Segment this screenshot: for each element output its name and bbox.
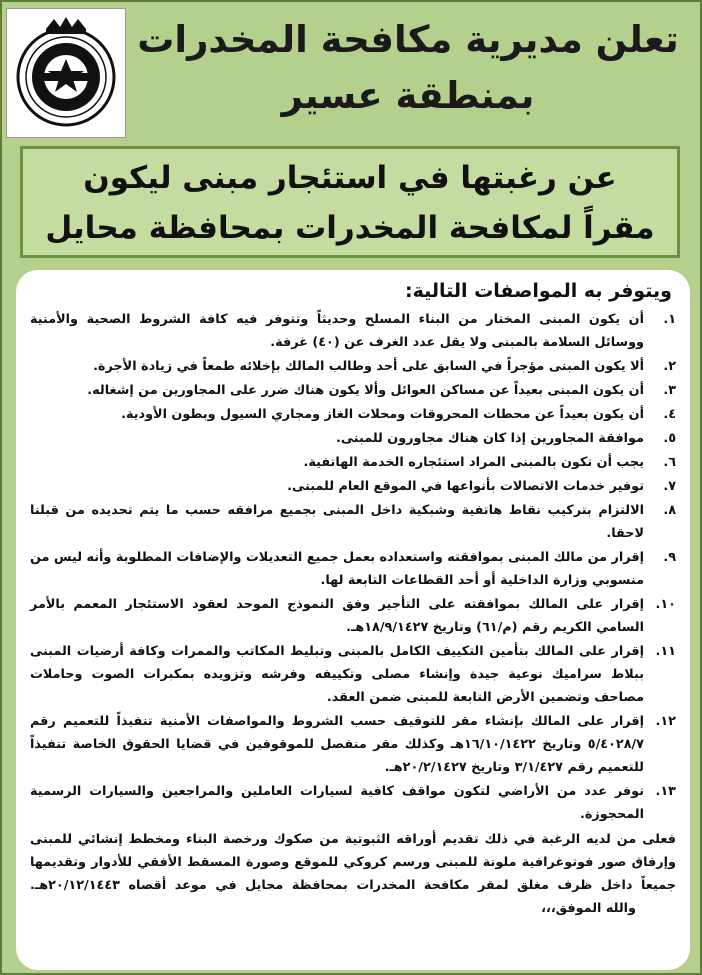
headline-box [20,146,680,258]
directorate-emblem-icon [6,8,126,138]
specifications-panel [16,270,690,970]
list-item [30,780,676,826]
item-text: أن يكون المبنى بعيداً عن مساكن العوائل وألا يكون هناك ضرر على المجاورين من إشغاله. [87,383,644,398]
item-text: الالتزام بتركيب نقاط هاتفية وشبكية داخل المبنى بجميع مرافقه حسب ما يتم تحديده من قبلنا لاحقا. [30,503,644,541]
list-item [30,475,676,498]
specifications-list [30,308,676,826]
list-item [30,427,676,450]
item-number: ١١. [655,644,676,659]
item-text: توفير خدمات الاتصالات بأنواعها في الموقع العام للمبنى. [287,479,644,494]
header [2,2,702,142]
item-number: ٨. [663,503,676,518]
list-item [30,308,676,354]
headline-line-1: عن رغبتها في استئجار مبنى ليكون [83,160,617,196]
item-number: ٩. [663,550,676,565]
page-title [128,12,688,124]
title-line-2: بمنطقة عسير [281,74,535,117]
closing-regards: والله الموفق،،، [541,901,636,916]
closing-paragraph [30,828,676,920]
item-text: إقرار على المالك بإنشاء مقر للتوقيف حسب الشروط والمواصفات الأمنية تنفيذاً للتعميم رقم ٥/٤٠٢٨/٧ وتاريخ ١٦/١٠/١٤٢٢هـ وكذلك مقر منفصل للموقوفين في قضايا الحقوق الخاصة تنفيذاً للتعميم رقم ٣/١/٤٢٧ وتاريخ ٢٠/٢/١٤٢٧هـ. [30,714,644,775]
specifications-intro: ويتوفر به المواصفات التالية: [405,280,672,302]
list-item [30,355,676,378]
item-number: ٥. [663,431,676,446]
item-text: توفر عدد من الأراضي لتكون مواقف كافية لسيارات العاملين والمراجعين والسيارات الرسمية المحجوزة. [30,784,644,822]
list-item [30,379,676,402]
headline-line-2: مقراً لمكافحة المخدرات بمحافظة محايل [45,210,655,246]
list-item [30,499,676,545]
item-number: ١. [663,312,676,327]
title-line-1: تعلن مديرية مكافحة المخدرات [137,18,679,61]
item-number: ٤. [663,407,676,422]
item-text: ألا يكون المبنى مؤجراً في السابق على أحد وطالب المالك بإخلائه طمعاً في زيادة الأجرة. [93,359,644,374]
item-number: ١٠. [655,597,676,612]
list-item [30,710,676,779]
list-item [30,546,676,592]
item-text: يجب أن تكون بالمبنى المراد استئجاره الخدمة الهاتفية. [303,455,644,470]
item-number: ٦. [663,455,676,470]
item-text: أن يكون المبنى المختار من البناء المسلح وحديثاً وتتوفر فيه كافة الشروط الصحية والأمنية ووسائل السلامة بالمبنى ولا يقل عدد الغرف عن (٤٠) غرفة. [30,312,644,350]
list-item [30,593,676,639]
list-item [30,403,676,426]
item-text: إقرار على المالك بتأمين التكييف الكامل بالمبنى وتبليط المكاتب والممرات وكافة أرضيات المبنى ببلاط سراميك نوعية جيدة وإنشاء مصلى وتكييفه وفرشه وتزويده بمكبرات الصوت وحاملات مصاحف وتضمين الأرض التابعة للمبنى ضمن العقد. [30,644,644,705]
list-item [30,640,676,709]
item-number: ٣. [663,383,676,398]
item-text: أن يكون بعيداً عن محطات المحروقات ومحلات الغاز ومجاري السيول وبطون الأودية. [121,407,644,422]
item-text: إقرار على المالك بموافقته على التأجير وفق النموذج الموحد لعقود الاستئجار المعمم بالأمر السامي الكريم رقم (م/٦١) وتاريخ ١٨/٩/١٤٢٧هـ. [30,597,644,635]
list-item [30,451,676,474]
item-number: ١٣. [655,784,676,799]
item-number: ٧. [663,479,676,494]
closing-text: فعلى من لديه الرغبة في ذلك تقديم أوراقه الثبوتية من صكوك ورخصة البناء ومخطط إنشائي للمبنى وإرفاق صور فوتوغرافية ملونة للمبنى ورسم كروكي للموقع وصورة المسقط الأفقي للأدوار وتقديمها جميعاً داخل ظرف مغلق لمقر مكافحة المخدرات بمحافظة محايل في موعد أقصاه ٢٠/١٢/١٤٤٣هـ. [30,832,676,893]
item-number: ٢. [663,359,676,374]
item-number: ١٢. [655,714,676,729]
item-text: إقرار من مالك المبنى بموافقته واستعداده بعمل جميع التعديلات والإضافات المطلوبة وأنه ليس من منسوبي وزارة الداخلية أو أحد القطاعات التابعة لها. [30,550,644,588]
item-text: موافقة المجاورين إذا كان هناك مجاورون للمبنى. [335,431,644,446]
